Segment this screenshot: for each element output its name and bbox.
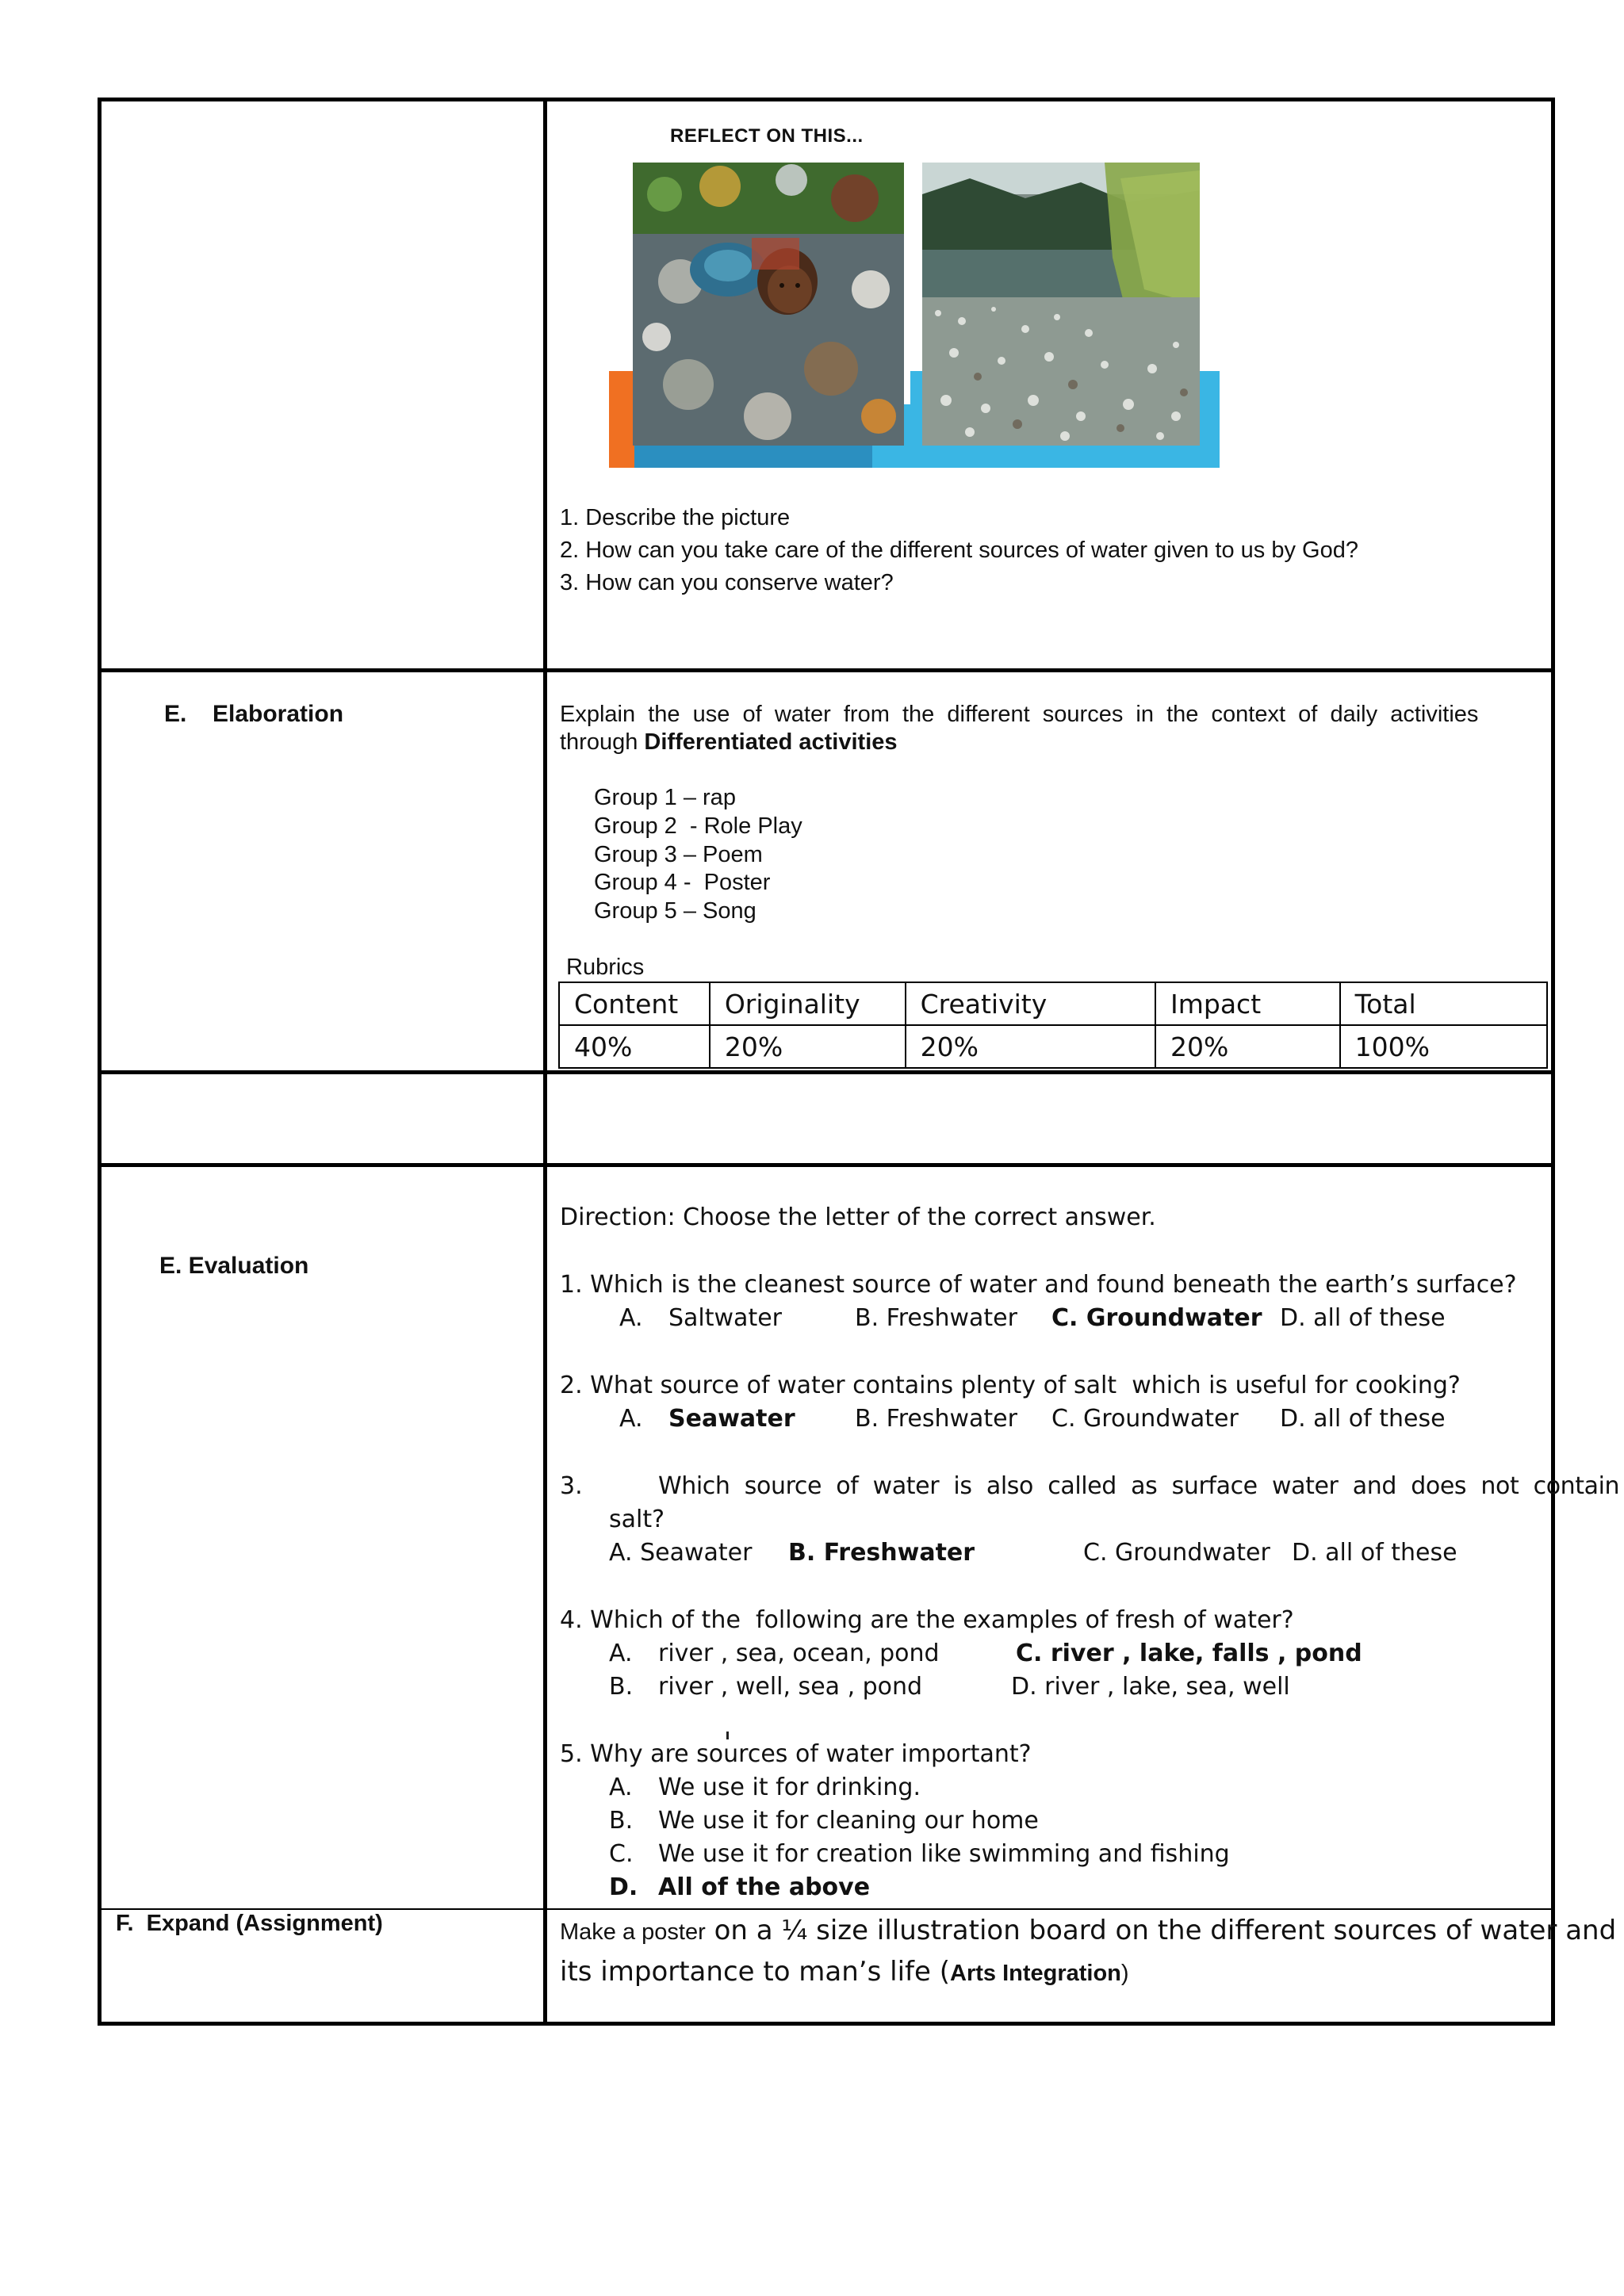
q4-option-letter-a: A. xyxy=(609,1640,633,1667)
rubric-value-cell: 100% xyxy=(1340,1025,1547,1068)
q1-option-d: D. all of these xyxy=(1280,1304,1446,1332)
q3-option-d: D. all of these xyxy=(1292,1539,1457,1567)
elaboration-label: Elaboration xyxy=(213,701,344,727)
q1-option-a: Saltwater xyxy=(668,1304,782,1332)
evaluation-direction: Direction: Choose the letter of the correct answer. xyxy=(560,1203,1156,1231)
expand-line1-rest: on a ¼ size illustration board on the different sources of water and xyxy=(705,1915,1617,1946)
rubric-value-cell: 40% xyxy=(559,1025,710,1068)
reflect-question-1: 1. Describe the picture xyxy=(560,505,791,530)
expand-label: F. Expand (Assignment) xyxy=(116,1911,383,1936)
row-divider-2 xyxy=(98,1070,1555,1074)
elaboration-intro-line2 xyxy=(560,729,898,756)
rubric-header-cell: Originality xyxy=(710,982,906,1025)
expand-make-poster: Make a poster xyxy=(560,1919,706,1945)
question-3-line2: salt? xyxy=(609,1506,665,1533)
arts-integration-text: Arts Integration xyxy=(950,1961,1121,1986)
q1-option-b: B. Freshwater xyxy=(855,1304,1017,1332)
elaboration-label-letter: E. xyxy=(164,701,187,727)
reflect-heading: REFLECT ON THIS... xyxy=(670,125,864,147)
rubrics-label: Rubrics xyxy=(566,955,645,980)
q2-option-c: C. Groundwater xyxy=(1051,1405,1239,1433)
expand-line1 xyxy=(560,1915,1616,1946)
question-1: 1. Which is the cleanest source of water and found beneath the earth’s surface? xyxy=(560,1271,1517,1299)
q1-option-letter-a: A. xyxy=(619,1304,643,1332)
question-5: 5. Why are sources of water important? xyxy=(560,1740,1032,1768)
reflect-image-panel xyxy=(609,163,1220,468)
differentiated-activities-text: Differentiated activities xyxy=(644,729,898,755)
q3-option-a: A. Seawater xyxy=(609,1539,753,1567)
question-3-number: 3. xyxy=(560,1472,583,1500)
q5-option-b: We use it for cleaning our home xyxy=(658,1807,1039,1835)
q4-option-a: river , sea, ocean, pond xyxy=(658,1640,940,1667)
group-item-4: Group 4 - Poster xyxy=(594,870,771,895)
reflect-question-3: 3. How can you conserve water? xyxy=(560,570,894,595)
expand-line2-end: ) xyxy=(1120,1961,1129,1986)
polluted-lake-photo xyxy=(922,163,1200,446)
q2-option-letter-a: A. xyxy=(619,1405,643,1433)
q5-option-letter-c: C. xyxy=(609,1840,634,1868)
group-item-3: Group 3 – Poem xyxy=(594,842,763,867)
question-2: 2. What source of water contains plenty of salt which is useful for cooking? xyxy=(560,1372,1461,1399)
group-item-1: Group 1 – rap xyxy=(594,785,736,810)
elaboration-intro-prefix: through xyxy=(560,729,645,755)
q5-option-d-correct: All of the above xyxy=(658,1873,871,1901)
rubric-header-cell: Content xyxy=(559,982,710,1025)
question-4: 4. Which of the following are the examples of fresh of water? xyxy=(560,1606,1294,1634)
polluted-water-child-photo xyxy=(633,163,904,446)
q1-option-c-correct: C. Groundwater xyxy=(1051,1304,1262,1332)
evaluation-label: E. Evaluation xyxy=(159,1253,309,1279)
q3-option-c: C. Groundwater xyxy=(1083,1539,1270,1567)
rubric-value-cell: 20% xyxy=(1155,1025,1340,1068)
q2-option-a-correct: Seawater xyxy=(668,1405,795,1433)
rubrics-value-row xyxy=(559,1025,1547,1068)
orange-accent-bar xyxy=(609,371,634,468)
group-item-2: Group 2 - Role Play xyxy=(594,813,802,839)
rubric-header-cell: Impact xyxy=(1155,982,1340,1025)
q4-option-b: river , well, sea , pond xyxy=(658,1673,923,1701)
q5-option-letter-b: B. xyxy=(609,1807,634,1835)
stray-mark xyxy=(726,1732,729,1739)
question-3-line1: Which source of water is also called as surface water and does not contain xyxy=(658,1472,1620,1500)
q5-option-letter-a: A. xyxy=(609,1774,633,1801)
q2-option-d: D. all of these xyxy=(1280,1405,1446,1433)
q5-option-c: We use it for creation like swimming and fishing xyxy=(658,1840,1230,1868)
q4-option-letter-b: B. xyxy=(609,1673,634,1701)
q4-option-c-correct: C. river , lake, falls , pond xyxy=(1016,1640,1362,1667)
q3-option-b-correct: B. Freshwater xyxy=(788,1539,975,1567)
row-divider-4 xyxy=(98,1908,1555,1910)
group-item-5: Group 5 – Song xyxy=(594,898,756,924)
rubric-value-cell: 20% xyxy=(710,1025,906,1068)
expand-line2 xyxy=(560,1956,1129,1988)
q5-option-a: We use it for drinking. xyxy=(658,1774,921,1801)
rubrics-header-row xyxy=(559,982,1547,1025)
q4-option-d: D. river , lake, sea, well xyxy=(1011,1673,1290,1701)
row-divider-3 xyxy=(98,1163,1555,1167)
q2-option-b: B. Freshwater xyxy=(855,1405,1017,1433)
rubric-value-cell: 20% xyxy=(906,1025,1155,1068)
table-border-left xyxy=(98,98,102,2026)
table-border-top xyxy=(98,98,1555,101)
rubric-header-cell: Creativity xyxy=(906,982,1155,1025)
expand-line2-start: its importance to man’s life ( xyxy=(560,1956,950,1988)
row-divider-1 xyxy=(98,668,1555,672)
table-column-divider xyxy=(543,98,547,2026)
q5-option-letter-d: D. xyxy=(609,1873,638,1901)
table-border-right xyxy=(1551,98,1555,2026)
rubric-header-cell: Total xyxy=(1340,982,1547,1025)
rubrics-table xyxy=(558,982,1548,1069)
reflect-question-2: 2. How can you take care of the different sources of water given to us by God? xyxy=(560,538,1358,563)
elaboration-intro-line1: Explain the use of water from the different sources in the context of daily activities xyxy=(560,702,1479,727)
table-border-bottom xyxy=(98,2022,1555,2026)
